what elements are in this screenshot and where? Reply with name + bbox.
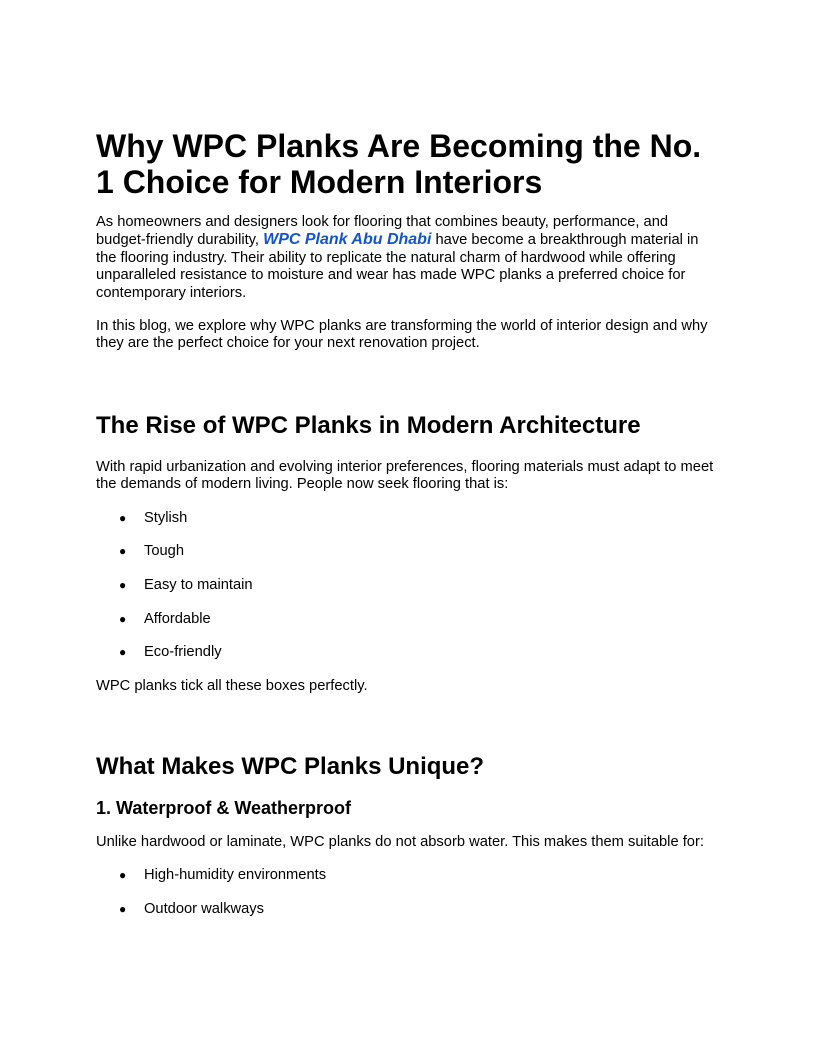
list-item: ● Eco-friendly [119, 644, 222, 661]
rise-closing: WPC planks tick all these boxes perfectly. [96, 678, 368, 695]
list-item: ● Affordable [119, 610, 211, 627]
rise-bullet-list [96, 510, 720, 662]
bullet-icon: ● [119, 510, 127, 525]
bullet-icon: ● [119, 901, 127, 916]
list-item: ● Easy to maintain [119, 577, 253, 594]
intro-text-before-link: As homeowners and designers look for flooring that combines beauty, performance, and budget-friendly durability, [96, 214, 669, 249]
unique-paragraph: Unlike hardwood or laminate, WPC planks do not absorb water. This makes them suitable for: [96, 833, 704, 850]
article-title: Why WPC Planks Are Becoming the No. 1 Choice for Modern Interiors [96, 128, 702, 200]
subheading-waterproof: 1. Waterproof & Weatherproof [96, 797, 352, 818]
bullet-icon: ● [119, 867, 127, 882]
intro-text-after-link: have become a breakthrough material in the flooring industry. Their ability to replicate the natural charm of hardwood while offering unparalleled resistance to moisture and wear has made WPC planks a preferred choice for contemporary interiors. [96, 232, 699, 301]
rise-paragraph: With rapid urbanization and evolving interior preferences, flooring materials must adapt to meet the demands of modern living. People now seek flooring that is: [96, 458, 714, 493]
list-item: ● Outdoor walkways [119, 900, 264, 917]
section-heading-unique: What Makes WPC Planks Unique? [96, 752, 485, 780]
list-item: ● High-humidity environments [119, 866, 327, 883]
list-item: ● Stylish [119, 509, 188, 526]
list-item: ● Tough [119, 543, 185, 560]
bullet-icon: ● [119, 611, 127, 626]
bullet-icon: ● [119, 645, 127, 660]
document-page [96, 128, 720, 934]
unique-bullet-list [96, 867, 720, 918]
bullet-icon: ● [119, 578, 127, 593]
section-heading-rise: The Rise of WPC Planks in Modern Architecture [96, 411, 641, 439]
wpc-plank-abu-dhabi-link[interactable]: WPC Plank Abu Dhabi [263, 231, 432, 249]
intro-paragraph-2: In this blog, we explore why WPC planks are transforming the world of interior design and why they are the perfect choice for your next renovation project. [96, 318, 708, 352]
intro-paragraph-1 [96, 214, 720, 302]
bullet-icon: ● [119, 544, 127, 559]
